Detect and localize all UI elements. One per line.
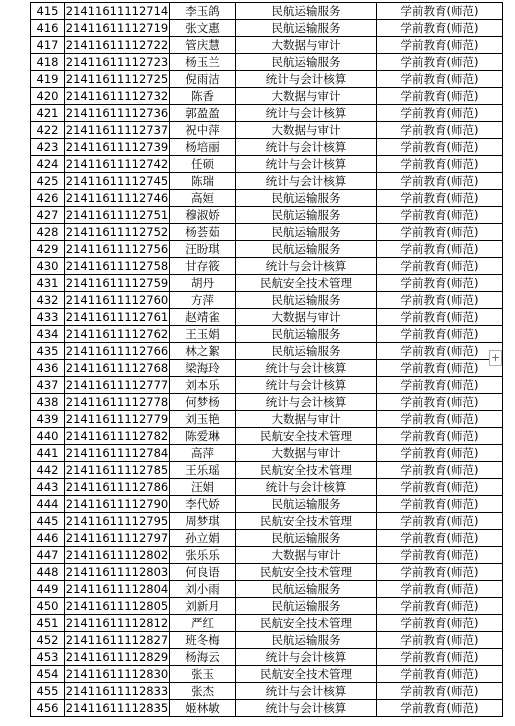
admitted-major-cell: 学前教育(师范) (377, 309, 503, 326)
row-number-cell: 419 (31, 71, 65, 88)
original-major-cell: 民航运输服务 (236, 190, 377, 207)
row-number-cell: 452 (31, 632, 65, 649)
table-row (31, 37, 503, 54)
admitted-major-cell: 学前教育(师范) (377, 462, 503, 479)
admitted-major-cell: 学前教育(师范) (377, 105, 503, 122)
table-row (31, 88, 503, 105)
table-row (31, 71, 503, 88)
row-number-cell: 422 (31, 122, 65, 139)
admitted-major-cell: 学前教育(师范) (377, 428, 503, 445)
admitted-major-cell: 学前教育(师范) (377, 292, 503, 309)
admitted-major-cell: 学前教育(师范) (377, 20, 503, 37)
original-major-cell: 民航安全技术管理 (236, 428, 377, 445)
row-number-cell: 434 (31, 326, 65, 343)
student-name-cell: 陈瑞 (170, 173, 236, 190)
row-number-cell: 415 (31, 3, 65, 20)
row-number-cell: 450 (31, 598, 65, 615)
student-name-cell: 张乐乐 (170, 547, 236, 564)
exam-id-cell: 21411611112829 (65, 650, 169, 664)
original-major-cell: 大数据与审计 (236, 37, 377, 54)
table-row (31, 3, 503, 20)
student-name-cell: 周梦琪 (170, 513, 236, 530)
student-name-cell: 陈香 (170, 88, 236, 105)
table-row (31, 224, 503, 241)
admitted-major-cell: 学前教育(师范) (377, 343, 503, 360)
admitted-major-cell: 学前教育(师范) (377, 445, 503, 462)
student-name-cell: 梁海玲 (170, 360, 236, 377)
original-major-cell: 民航运输服务 (236, 530, 377, 547)
row-number-cell: 447 (31, 547, 65, 564)
student-name-cell: 倪雨洁 (170, 71, 236, 88)
admitted-major-cell: 学前教育(师范) (377, 513, 503, 530)
table-row (31, 139, 503, 156)
row-number-cell: 421 (31, 105, 65, 122)
row-number-cell: 425 (31, 173, 65, 190)
table-row (31, 241, 503, 258)
student-name-cell: 王乐瑶 (170, 462, 236, 479)
exam-id-cell: 21411611112795 (65, 514, 169, 528)
table-row (31, 666, 503, 683)
original-major-cell: 统计与会计核算 (236, 649, 377, 666)
exam-id-cell: 21411611112790 (65, 497, 169, 511)
student-name-cell: 汪盼琪 (170, 241, 236, 258)
original-major-cell: 大数据与审计 (236, 445, 377, 462)
original-major-cell: 统计与会计核算 (236, 683, 377, 700)
admitted-major-cell: 学前教育(师范) (377, 360, 503, 377)
exam-id-cell: 21411611112782 (65, 429, 169, 443)
exam-id-cell: 21411611112777 (65, 378, 169, 392)
exam-id-cell: 21411611112804 (65, 582, 169, 596)
row-number-cell: 431 (31, 275, 65, 292)
admitted-major-cell: 学前教育(师范) (377, 37, 503, 54)
student-name-cell: 张文惠 (170, 20, 236, 37)
table-row (31, 700, 503, 717)
exam-id-cell: 21411611112737 (65, 123, 169, 137)
original-major-cell: 民航运输服务 (236, 20, 377, 37)
student-name-cell: 张玉 (170, 666, 236, 683)
admitted-major-cell: 学前教育(师范) (377, 547, 503, 564)
student-name-cell: 赵靖雀 (170, 309, 236, 326)
table-row (31, 54, 503, 71)
original-major-cell: 统计与会计核算 (236, 394, 377, 411)
admitted-major-cell: 学前教育(师范) (377, 394, 503, 411)
exam-id-cell: 21411611112759 (65, 276, 169, 290)
original-major-cell: 民航安全技术管理 (236, 615, 377, 632)
exam-id-cell: 21411611112766 (65, 344, 169, 358)
original-major-cell: 大数据与审计 (236, 411, 377, 428)
row-number-cell: 420 (31, 88, 65, 105)
student-name-cell: 杨荟茹 (170, 224, 236, 241)
admitted-major-cell: 学前教育(师范) (377, 54, 503, 71)
student-name-cell: 刘新月 (170, 598, 236, 615)
exam-id-cell: 21411611112805 (65, 599, 169, 613)
exam-id-cell: 21411611112761 (65, 310, 169, 324)
row-number-cell: 454 (31, 666, 65, 683)
student-name-cell: 杨培丽 (170, 139, 236, 156)
table-row (31, 394, 503, 411)
original-major-cell: 民航运输服务 (236, 3, 377, 20)
admitted-major-cell: 学前教育(师范) (377, 224, 503, 241)
original-major-cell: 大数据与审计 (236, 547, 377, 564)
expand-plus-icon[interactable]: + (490, 351, 501, 364)
exam-id-cell: 21411611112723 (65, 55, 169, 69)
original-major-cell: 统计与会计核算 (236, 105, 377, 122)
student-name-cell: 管庆慧 (170, 37, 236, 54)
original-major-cell: 民航安全技术管理 (236, 513, 377, 530)
table-row (31, 173, 503, 190)
original-major-cell: 民航运输服务 (236, 241, 377, 258)
exam-id-cell: 21411611112785 (65, 463, 169, 477)
original-major-cell: 民航运输服务 (236, 326, 377, 343)
table-row (31, 564, 503, 581)
admitted-major-cell: 学前教育(师范) (377, 275, 503, 292)
row-number-cell: 455 (31, 683, 65, 700)
row-number-cell: 432 (31, 292, 65, 309)
row-number-cell: 448 (31, 564, 65, 581)
table-row (31, 122, 503, 139)
exam-id-cell: 21411611112732 (65, 89, 169, 103)
student-name-cell: 陈爱琳 (170, 428, 236, 445)
student-name-cell: 胡丹 (170, 275, 236, 292)
original-major-cell: 民航运输服务 (236, 581, 377, 598)
student-name-cell: 张杰 (170, 683, 236, 700)
table-row (31, 428, 503, 445)
student-name-cell: 王玉娟 (170, 326, 236, 343)
student-name-cell: 杨玉兰 (170, 54, 236, 71)
row-number-cell: 444 (31, 496, 65, 513)
exam-id-cell: 21411611112833 (65, 684, 169, 698)
admitted-major-cell: 学前教育(师范) (377, 581, 503, 598)
admitted-major-cell: 学前教育(师范) (377, 241, 503, 258)
exam-id-cell: 21411611112746 (65, 191, 169, 205)
admitted-major-cell: 学前教育(师范) (377, 683, 503, 700)
original-major-cell: 大数据与审计 (236, 122, 377, 139)
student-name-cell: 班冬梅 (170, 632, 236, 649)
exam-id-cell: 21411611112797 (65, 531, 169, 545)
exam-id-cell: 21411611112739 (65, 140, 169, 154)
admitted-major-cell: 学前教育(师范) (377, 666, 503, 683)
row-number-cell: 438 (31, 394, 65, 411)
row-number-cell: 416 (31, 20, 65, 37)
exam-id-cell: 21411611112762 (65, 327, 169, 341)
table-row (31, 649, 503, 666)
original-major-cell: 统计与会计核算 (236, 479, 377, 496)
exam-id-cell: 21411611112742 (65, 157, 169, 171)
student-name-cell: 刘本乐 (170, 377, 236, 394)
row-number-cell: 437 (31, 377, 65, 394)
exam-id-cell: 21411611112778 (65, 395, 169, 409)
admitted-major-cell: 学前教育(师范) (377, 411, 503, 428)
original-major-cell: 民航运输服务 (236, 496, 377, 513)
admitted-major-cell: 学前教育(师范) (377, 649, 503, 666)
original-major-cell: 统计与会计核算 (236, 139, 377, 156)
exam-id-cell: 21411611112786 (65, 480, 169, 494)
original-major-cell: 民航运输服务 (236, 598, 377, 615)
original-major-cell: 民航安全技术管理 (236, 462, 377, 479)
student-name-cell: 李玉鸽 (170, 3, 236, 20)
table-row (31, 581, 503, 598)
original-major-cell: 民航运输服务 (236, 224, 377, 241)
original-major-cell: 统计与会计核算 (236, 156, 377, 173)
student-name-cell: 任硕 (170, 156, 236, 173)
exam-id-cell: 21411611112751 (65, 208, 169, 222)
table-row (31, 479, 503, 496)
table-row (31, 445, 503, 462)
exam-id-cell: 21411611112722 (65, 38, 169, 52)
row-number-cell: 433 (31, 309, 65, 326)
admitted-major-cell: 学前教育(师范) (377, 530, 503, 547)
admitted-major-cell: 学前教育(师范) (377, 564, 503, 581)
student-name-cell: 高萍 (170, 445, 236, 462)
original-major-cell: 统计与会计核算 (236, 377, 377, 394)
exam-id-cell: 21411611112779 (65, 412, 169, 426)
original-major-cell: 民航运输服务 (236, 343, 377, 360)
row-number-cell: 424 (31, 156, 65, 173)
original-major-cell: 大数据与审计 (236, 309, 377, 326)
student-name-cell: 方萍 (170, 292, 236, 309)
exam-id-cell: 21411611112830 (65, 667, 169, 681)
row-number-cell: 429 (31, 241, 65, 258)
original-major-cell: 民航运输服务 (236, 207, 377, 224)
row-number-cell: 440 (31, 428, 65, 445)
original-major-cell: 统计与会计核算 (236, 71, 377, 88)
exam-id-cell: 21411611112714 (65, 4, 169, 18)
table-row (31, 462, 503, 479)
row-number-cell: 430 (31, 258, 65, 275)
student-name-cell: 何良语 (170, 564, 236, 581)
row-number-cell: 439 (31, 411, 65, 428)
table-row (31, 683, 503, 700)
table-row (31, 615, 503, 632)
original-major-cell: 民航运输服务 (236, 292, 377, 309)
table-row (31, 275, 503, 292)
exam-id-cell: 21411611112760 (65, 293, 169, 307)
table-row (31, 377, 503, 394)
row-number-cell: 428 (31, 224, 65, 241)
exam-id-cell: 21411611112736 (65, 106, 169, 120)
row-number-cell: 442 (31, 462, 65, 479)
original-major-cell: 民航安全技术管理 (236, 666, 377, 683)
row-number-cell: 453 (31, 649, 65, 666)
admitted-major-cell: 学前教育(师范) (377, 479, 503, 496)
table-row (31, 547, 503, 564)
row-number-cell: 435 (31, 343, 65, 360)
table-row (31, 513, 503, 530)
table-row (31, 360, 503, 377)
table-row (31, 411, 503, 428)
row-number-cell: 417 (31, 37, 65, 54)
admitted-major-cell: 学前教育(师范) (377, 3, 503, 20)
admitted-major-cell: 学前教育(师范) (377, 377, 503, 394)
exam-id-cell: 21411611112725 (65, 72, 169, 86)
student-name-cell: 刘玉艳 (170, 411, 236, 428)
student-name-cell: 姬林敏 (170, 700, 236, 717)
exam-id-cell: 21411611112719 (65, 21, 169, 35)
original-major-cell: 民航安全技术管理 (236, 564, 377, 581)
admitted-major-cell: 学前教育(师范) (377, 190, 503, 207)
original-major-cell: 民航运输服务 (236, 54, 377, 71)
table-row (31, 632, 503, 649)
table-row (31, 292, 503, 309)
exam-id-cell: 21411611112756 (65, 242, 169, 256)
student-name-cell: 郭盈盈 (170, 105, 236, 122)
admission-table (30, 2, 503, 717)
exam-id-cell: 21411611112752 (65, 225, 169, 239)
admitted-major-cell: 学前教育(师范) (377, 71, 503, 88)
admitted-major-cell: 学前教育(师范) (377, 258, 503, 275)
table-row (31, 343, 503, 360)
admitted-major-cell: 学前教育(师范) (377, 122, 503, 139)
admitted-major-cell: 学前教育(师范) (377, 139, 503, 156)
admitted-major-cell: 学前教育(师范) (377, 156, 503, 173)
exam-id-cell: 21411611112827 (65, 633, 169, 647)
original-major-cell: 民航安全技术管理 (236, 275, 377, 292)
admitted-major-cell: 学前教育(师范) (377, 632, 503, 649)
row-number-cell: 445 (31, 513, 65, 530)
table-body (31, 3, 503, 717)
row-number-cell: 456 (31, 700, 65, 717)
student-name-cell: 祝中萍 (170, 122, 236, 139)
table-row (31, 598, 503, 615)
exam-id-cell: 21411611112768 (65, 361, 169, 375)
exam-id-cell: 21411611112802 (65, 548, 169, 562)
row-number-cell: 436 (31, 360, 65, 377)
table-row (31, 190, 503, 207)
table-row (31, 258, 503, 275)
admitted-major-cell: 学前教育(师范) (377, 88, 503, 105)
exam-id-cell: 21411611112803 (65, 565, 169, 579)
student-name-cell: 刘小雨 (170, 581, 236, 598)
row-number-cell: 426 (31, 190, 65, 207)
student-name-cell: 甘存筱 (170, 258, 236, 275)
admitted-major-cell: 学前教育(师范) (377, 700, 503, 717)
table-row (31, 326, 503, 343)
admitted-major-cell: 学前教育(师范) (377, 326, 503, 343)
row-number-cell: 443 (31, 479, 65, 496)
original-major-cell: 民航运输服务 (236, 632, 377, 649)
table-row (31, 530, 503, 547)
row-number-cell: 446 (31, 530, 65, 547)
original-major-cell: 统计与会计核算 (236, 360, 377, 377)
table-row (31, 156, 503, 173)
student-name-cell: 孙立娟 (170, 530, 236, 547)
exam-id-cell: 21411611112758 (65, 259, 169, 273)
student-name-cell: 穆淑娇 (170, 207, 236, 224)
exam-id-cell: 21411611112812 (65, 616, 169, 630)
table-row (31, 309, 503, 326)
row-number-cell: 451 (31, 615, 65, 632)
student-name-cell: 林之絮 (170, 343, 236, 360)
exam-id-cell: 21411611112745 (65, 174, 169, 188)
table-row (31, 496, 503, 513)
student-name-cell: 李代娇 (170, 496, 236, 513)
table-row (31, 20, 503, 37)
original-major-cell: 统计与会计核算 (236, 258, 377, 275)
original-major-cell: 大数据与审计 (236, 88, 377, 105)
admitted-major-cell: 学前教育(师范) (377, 496, 503, 513)
student-name-cell: 何梦杨 (170, 394, 236, 411)
admitted-major-cell: 学前教育(师范) (377, 598, 503, 615)
student-name-cell: 严红 (170, 615, 236, 632)
row-number-cell: 427 (31, 207, 65, 224)
original-major-cell: 统计与会计核算 (236, 700, 377, 717)
exam-id-cell: 21411611112784 (65, 446, 169, 460)
row-number-cell: 441 (31, 445, 65, 462)
admitted-major-cell: 学前教育(师范) (377, 173, 503, 190)
row-number-cell: 418 (31, 54, 65, 71)
original-major-cell: 统计与会计核算 (236, 173, 377, 190)
admitted-major-cell: 学前教育(师范) (377, 615, 503, 632)
student-name-cell: 杨海云 (170, 649, 236, 666)
table-row (31, 207, 503, 224)
admitted-major-cell: 学前教育(师范) (377, 207, 503, 224)
exam-id-cell: 21411611112835 (65, 701, 169, 715)
student-name-cell: 汪娟 (170, 479, 236, 496)
row-number-cell: 449 (31, 581, 65, 598)
table-row (31, 105, 503, 122)
admission-list-sheet (30, 2, 503, 717)
student-name-cell: 高姮 (170, 190, 236, 207)
row-number-cell: 423 (31, 139, 65, 156)
